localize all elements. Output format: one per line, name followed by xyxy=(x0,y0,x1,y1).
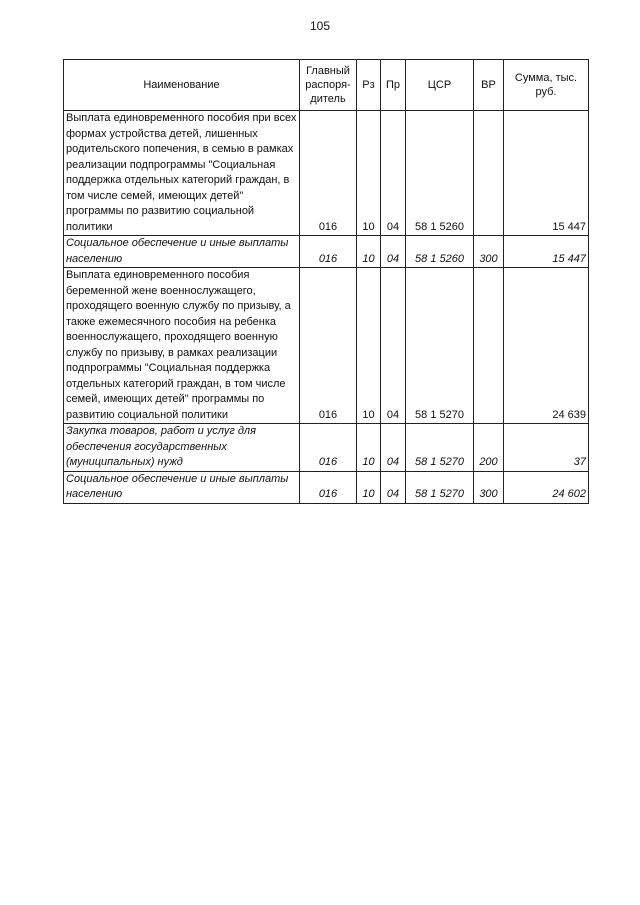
row-vr: 300 xyxy=(474,471,504,503)
row-pr: 04 xyxy=(381,268,406,424)
row-sum: 37 xyxy=(504,424,589,472)
table-header-row xyxy=(64,60,589,111)
budget-table xyxy=(63,59,589,504)
header-admin: Главный распоря-дитель xyxy=(300,60,357,111)
row-pr: 04 xyxy=(381,111,406,236)
row-vr xyxy=(474,268,504,424)
table-row xyxy=(64,424,589,472)
row-csr: 58 1 5270 xyxy=(406,268,474,424)
row-csr: 58 1 5260 xyxy=(406,111,474,236)
row-sum: 24 602 xyxy=(504,471,589,503)
row-sum: 15 447 xyxy=(504,236,589,268)
row-rz: 10 xyxy=(357,111,381,236)
row-rz: 10 xyxy=(357,236,381,268)
row-pr: 04 xyxy=(381,236,406,268)
row-admin: 016 xyxy=(300,236,357,268)
header-vr: ВР xyxy=(474,60,504,111)
row-admin: 016 xyxy=(300,424,357,472)
row-name: Социальное обеспечение и иные выплаты населению xyxy=(64,471,300,503)
row-admin: 016 xyxy=(300,111,357,236)
header-name: Наименование xyxy=(64,60,300,111)
row-vr: 200 xyxy=(474,424,504,472)
row-csr: 58 1 5260 xyxy=(406,236,474,268)
page-number: 105 xyxy=(309,19,331,33)
header-csr: ЦСР xyxy=(406,60,474,111)
row-rz: 10 xyxy=(357,471,381,503)
table-row xyxy=(64,111,589,236)
row-name: Закупка товаров, работ и услуг для обеспечения государственных (муниципальных) нужд xyxy=(64,424,300,472)
row-vr xyxy=(474,111,504,236)
row-sum: 15 447 xyxy=(504,111,589,236)
row-csr: 58 1 5270 xyxy=(406,471,474,503)
row-name: Выплата единовременного пособия при всех формах устройства детей, лишенных родительского попечения, в семью в рамках реализации подпрограммы "Социальная поддержка отдельных категорий граждан, в том числе семей, имеющих детей" программы по развитию социальной политики xyxy=(64,111,300,236)
header-rz: Рз xyxy=(357,60,381,111)
table-row xyxy=(64,471,589,503)
table-row xyxy=(64,236,589,268)
row-vr: 300 xyxy=(474,236,504,268)
row-name: Выплата единовременного пособия беременной жене военнослужащего, проходящего военную службу по призыву, а также ежемесячного пособия на ребенка военнослужащего, проходящего военную службу по призыву, в рамках реализации подпрограммы "Социальная поддержка отдельных категорий граждан, в том числе семей, имеющих детей" программы по развитию социальной политики xyxy=(64,268,300,424)
row-admin: 016 xyxy=(300,471,357,503)
row-admin: 016 xyxy=(300,268,357,424)
header-sum: Сумма, тыс. руб. xyxy=(504,60,589,111)
row-csr: 58 1 5270 xyxy=(406,424,474,472)
row-rz: 10 xyxy=(357,268,381,424)
row-pr: 04 xyxy=(381,471,406,503)
row-sum: 24 639 xyxy=(504,268,589,424)
table-row xyxy=(64,268,589,424)
header-pr: Пр xyxy=(381,60,406,111)
row-pr: 04 xyxy=(381,424,406,472)
row-rz: 10 xyxy=(357,424,381,472)
row-name: Социальное обеспечение и иные выплаты населению xyxy=(64,236,300,268)
